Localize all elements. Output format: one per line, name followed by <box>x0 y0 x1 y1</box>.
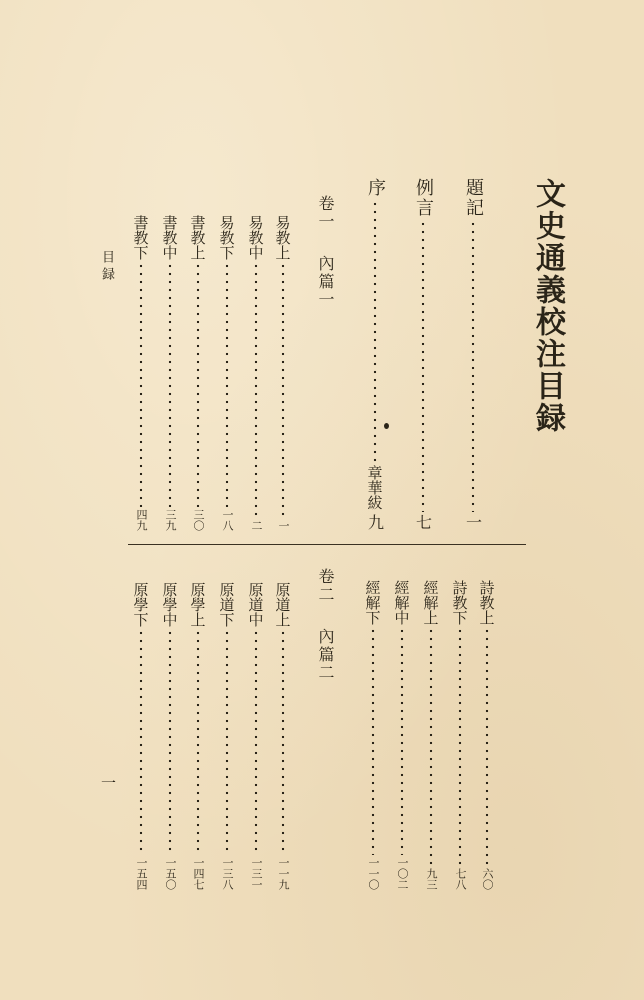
toc-entry-page: 九三 <box>425 868 438 890</box>
toc-entry-label: 原學中 <box>160 582 179 627</box>
toc-entry[interactable] <box>245 215 267 531</box>
leader-dots <box>225 262 229 507</box>
toc-entry-label: 原學下 <box>131 582 150 627</box>
leader-dots <box>254 262 258 518</box>
toc-entry-page: 三〇 <box>192 509 205 531</box>
toc-entry-label: 序 <box>365 178 386 198</box>
toc-entry-label: 例言 <box>413 178 434 218</box>
toc-entry-label: 原道下 <box>217 582 236 627</box>
toc-entry-page: 七 <box>413 514 433 530</box>
toc-entry[interactable] <box>216 582 238 890</box>
leader-dots <box>168 629 172 855</box>
leader-dots <box>225 629 229 855</box>
toc-entry[interactable] <box>391 580 413 890</box>
toc-entry-label: 易教下 <box>217 215 236 260</box>
toc-entry-page: 二 <box>250 520 263 531</box>
toc-entry-page: 一八 <box>221 509 234 531</box>
toc-entry-page: 一 <box>463 514 483 530</box>
leader-dots <box>371 627 375 855</box>
toc-entry[interactable] <box>362 580 384 890</box>
section-divider <box>128 544 526 545</box>
toc-entry-label: 書教上 <box>188 215 207 260</box>
leader-dots <box>196 629 200 855</box>
toc-entry-label: 經解下 <box>363 580 382 625</box>
toc-entry[interactable] <box>159 582 181 890</box>
leader-dots <box>471 220 475 512</box>
leader-dots <box>281 262 285 518</box>
toc-entry-label: 原道上 <box>273 582 292 627</box>
toc-entry-page: 一〇二 <box>396 857 409 890</box>
leader-dots <box>373 200 377 463</box>
toc-entry-page: 一一〇 <box>367 857 380 890</box>
toc-entry-page: 一一九 <box>277 857 290 890</box>
juan-label: 卷二 <box>316 568 335 604</box>
toc-entry-label: 題記 <box>463 178 484 218</box>
leader-dots <box>400 627 404 855</box>
toc-entry[interactable] <box>272 582 294 890</box>
running-head: 目録 <box>99 250 114 284</box>
leader-dots <box>254 629 258 855</box>
volume-heading <box>314 568 337 682</box>
page-number: 一 <box>99 775 117 790</box>
section-label: 內篇二 <box>316 628 335 682</box>
toc-entry[interactable] <box>420 580 442 890</box>
section-label: 內篇一 <box>316 255 335 309</box>
toc-entry-xu[interactable] <box>362 178 388 530</box>
leader-dots <box>168 262 172 507</box>
leader-dots <box>139 629 143 855</box>
toc-entry-label: 易教中 <box>246 215 265 260</box>
toc-entry[interactable] <box>449 580 471 890</box>
leader-dots <box>281 629 285 855</box>
toc-entry[interactable] <box>216 215 238 531</box>
toc-entry-label: 經解上 <box>421 580 440 625</box>
toc-entry-page: 七八 <box>454 868 467 890</box>
toc-entry-author: 章華紱 <box>365 465 384 510</box>
leader-dots <box>421 220 425 512</box>
toc-entry-label: 詩教上 <box>477 580 496 625</box>
juan-label: 卷一 <box>316 195 335 231</box>
toc-entry-page: 三九 <box>164 509 177 531</box>
toc-entry-label: 書教中 <box>160 215 179 260</box>
toc-entry-page: 一三八 <box>221 857 234 890</box>
toc-entry[interactable] <box>245 582 267 890</box>
leader-dots <box>196 262 200 507</box>
toc-entry[interactable] <box>187 215 209 531</box>
toc-entry-page: 一三一 <box>250 857 263 890</box>
toc-entry[interactable] <box>130 582 152 890</box>
toc-entry-page: 一五四 <box>135 857 148 890</box>
toc-entry-page: 九 <box>365 514 385 530</box>
leader-dots <box>485 627 489 866</box>
toc-entry-tiji[interactable] <box>460 178 486 530</box>
volume-heading <box>314 195 337 309</box>
leader-dots <box>139 262 143 507</box>
toc-entry-page: 六〇 <box>481 868 494 890</box>
leader-dots <box>458 627 462 866</box>
toc-entry[interactable] <box>130 215 152 531</box>
toc-entry-label: 經解中 <box>392 580 411 625</box>
toc-entry-label: 易教上 <box>273 215 292 260</box>
toc-entry-label: 詩教下 <box>450 580 469 625</box>
toc-entry-label: 書教下 <box>131 215 150 260</box>
toc-entry-page: 一五〇 <box>164 857 177 890</box>
toc-entry[interactable] <box>159 215 181 531</box>
toc-entry[interactable] <box>272 215 294 531</box>
toc-entry-page: 一四七 <box>192 857 205 890</box>
toc-entry[interactable] <box>187 582 209 890</box>
leader-dots <box>429 627 433 866</box>
toc-entry-page: 一 <box>277 520 290 531</box>
toc-entry-label: 原道中 <box>246 582 265 627</box>
toc-entry-liyan[interactable] <box>410 178 436 530</box>
page-title: 文史通義校注目録 <box>530 178 565 434</box>
toc-entry-label: 原學上 <box>188 582 207 627</box>
toc-entry-page: 四九 <box>135 509 148 531</box>
ink-spot <box>384 423 389 429</box>
toc-entry[interactable] <box>476 580 498 890</box>
